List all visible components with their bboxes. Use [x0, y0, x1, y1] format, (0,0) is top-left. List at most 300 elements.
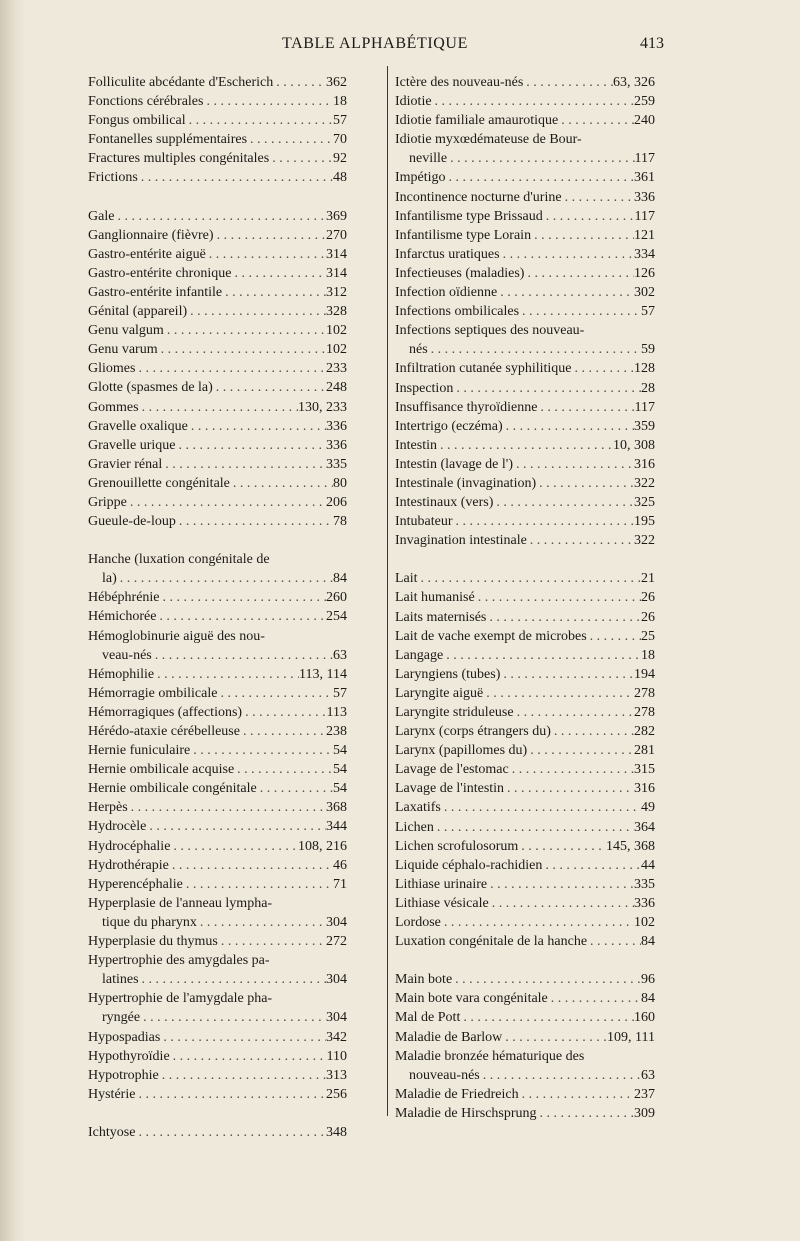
entry-term: Gravelle urique	[88, 437, 176, 453]
entry-term: Maladie de Hirschsprung	[395, 1105, 537, 1121]
dot-leader	[240, 722, 326, 741]
entry-page-numbers: 270	[326, 227, 347, 243]
entry-page-numbers: 206	[326, 494, 347, 510]
entry-page-numbers: 348	[326, 1124, 347, 1140]
entry-term: Gommes	[88, 399, 139, 415]
entry-page-numbers: 278	[634, 685, 655, 701]
index-entry	[88, 130, 347, 149]
dot-leader	[493, 493, 634, 512]
dot-leader	[527, 531, 634, 550]
index-entry	[88, 627, 347, 665]
entry-term: Intubateur	[395, 514, 453, 530]
index-entry	[395, 608, 655, 627]
index-entry	[395, 207, 655, 226]
index-entry	[88, 340, 347, 359]
entry-term: Intestin	[395, 437, 437, 453]
entry-page-numbers: 248	[326, 380, 347, 396]
entry-term: Idiotie	[395, 94, 432, 110]
entry-term: Invagination intestinale	[395, 533, 527, 549]
entry-term-first-line: Idiotie myxœdémateuse de Bour-	[395, 132, 582, 148]
dot-leader	[500, 245, 634, 264]
index-entry	[88, 550, 347, 588]
entry-term: Frictions	[88, 170, 138, 186]
entry-term: Hydrocéphalie	[88, 838, 171, 854]
entry-page-numbers: 336	[634, 895, 655, 911]
dot-leader	[190, 741, 333, 760]
entry-page-numbers: 316	[634, 456, 655, 472]
index-entry	[88, 741, 347, 760]
column-divider	[387, 66, 388, 1116]
index-entry	[88, 856, 347, 875]
entry-page-numbers: 108, 216	[298, 838, 347, 854]
entry-page-numbers: 126	[634, 265, 655, 281]
entry-page-numbers: 117	[634, 399, 655, 415]
entry-page-numbers: 368	[326, 800, 347, 816]
index-entry	[88, 398, 347, 417]
entry-page-numbers: 364	[634, 819, 655, 835]
entry-term: Laryngite striduleuse	[395, 705, 514, 720]
dot-leader	[164, 321, 326, 340]
running-header	[0, 35, 800, 57]
entry-term: Genu valgum	[88, 323, 164, 339]
entry-term: Infection oïdienne	[395, 285, 498, 301]
index-entry	[88, 1085, 347, 1104]
index-entry	[395, 932, 655, 951]
entry-term: Luxation congénitale de la hanche	[395, 934, 588, 950]
entry-page-numbers: 63	[641, 1067, 655, 1083]
entry-page-numbers: 70	[333, 132, 347, 148]
entry-page-numbers: 322	[634, 533, 655, 549]
dot-leader	[558, 111, 634, 130]
entry-term: Hémophilie	[88, 666, 155, 682]
entry-term: Glotte (spasmes de la)	[88, 380, 213, 396]
entry-term: nés	[409, 342, 428, 358]
index-entry	[88, 321, 347, 340]
entry-page-numbers: 80	[333, 475, 347, 491]
entry-term: Larynx (corps étrangers du)	[395, 724, 551, 740]
dot-leader	[527, 741, 634, 760]
entry-term: Hyperplasie du thymus	[88, 934, 218, 950]
dot-leader	[273, 73, 326, 92]
entry-term: Hyperencéphalie	[88, 876, 183, 892]
entry-term-first-line: Hypertrophie de l'amygdale pha-	[88, 991, 273, 1007]
entry-page-numbers: 259	[634, 94, 655, 110]
index-entry	[395, 531, 655, 550]
dot-leader	[537, 1104, 634, 1123]
dot-leader	[231, 264, 326, 283]
entry-term: Liquide céphalo-rachidien	[395, 857, 543, 873]
entry-page-numbers: 78	[333, 514, 347, 530]
dot-leader	[218, 932, 326, 951]
dot-leader	[489, 894, 634, 913]
entry-page-numbers: 10, 308	[613, 437, 655, 453]
dot-leader	[460, 1008, 634, 1027]
entry-page-numbers: 334	[634, 246, 655, 262]
entry-page-numbers: 304	[326, 914, 347, 930]
entry-term: Hémichorée	[88, 609, 157, 625]
entry-page-numbers: 63, 326	[613, 75, 655, 90]
dot-leader	[480, 1066, 641, 1085]
entry-page-numbers: 121	[634, 227, 655, 243]
entry-page-numbers: 46	[333, 857, 347, 873]
entry-page-numbers: 281	[634, 743, 655, 759]
entry-term: nouveau-nés	[409, 1067, 480, 1083]
index-entry	[88, 493, 347, 512]
entry-term: Gravier rénal	[88, 456, 163, 472]
entry-page-numbers: 71	[333, 876, 347, 892]
entry-page-numbers: 128	[634, 361, 655, 377]
entry-term: Hérédo-ataxie cérébelleuse	[88, 724, 240, 739]
entry-page-numbers: 316	[634, 781, 655, 797]
entry-page-numbers: 84	[641, 934, 655, 950]
dot-leader	[523, 73, 613, 92]
entry-term: Main bote	[395, 972, 453, 988]
index-entry	[395, 1008, 655, 1027]
index-entry	[88, 875, 347, 894]
index-entry	[395, 1085, 655, 1104]
entry-term: Gale	[88, 208, 115, 224]
entry-page-numbers: 102	[634, 915, 655, 931]
dot-leader	[187, 302, 326, 321]
section-gap	[395, 951, 655, 970]
entry-page-numbers: 54	[333, 743, 347, 759]
index-entry	[395, 92, 655, 111]
dot-leader	[536, 474, 634, 493]
section-gap	[88, 1104, 347, 1123]
entry-page-numbers: 314	[326, 246, 347, 262]
section-gap	[88, 531, 347, 550]
entry-page-numbers: 233	[326, 361, 347, 377]
entry-page-numbers: 194	[634, 666, 655, 682]
dot-leader	[175, 436, 326, 455]
entry-page-numbers: 130, 233	[298, 399, 347, 415]
index-entry	[88, 512, 347, 531]
entry-page-numbers: 21	[641, 571, 655, 587]
entry-page-numbers: 160	[634, 1010, 655, 1026]
entry-term: Gravelle oxalique	[88, 418, 188, 434]
entry-term: Hypospadias	[88, 1029, 161, 1045]
entry-term: Intestinaux (vers)	[395, 495, 494, 511]
dot-leader	[509, 760, 634, 779]
index-entry	[395, 455, 655, 474]
dot-leader	[446, 168, 634, 187]
entry-page-numbers: 336	[326, 437, 347, 453]
index-entry	[88, 1066, 347, 1085]
entry-term: Hémorragiques (affections)	[88, 704, 243, 720]
section-gap	[395, 550, 655, 569]
dot-leader	[428, 340, 641, 359]
entry-page-numbers: 117	[634, 151, 655, 167]
index-entry	[88, 73, 347, 92]
entry-term: Infarctus uratiques	[395, 246, 500, 262]
entry-term: veau-nés	[102, 647, 152, 663]
dot-leader	[222, 283, 326, 302]
index-entry	[395, 359, 655, 378]
entry-term: Lithiase urinaire	[395, 876, 488, 892]
entry-page-numbers: 362	[326, 75, 347, 90]
index-entry	[88, 684, 347, 703]
index-column-left	[88, 73, 347, 1142]
entry-term: Laryngite aiguë	[395, 685, 484, 701]
index-entry	[395, 989, 655, 1008]
index-entry	[88, 798, 347, 817]
dot-leader	[502, 1028, 607, 1047]
entry-page-numbers: 256	[326, 1086, 347, 1102]
entry-page-numbers: 54	[333, 781, 347, 797]
dot-leader	[138, 168, 333, 187]
entry-term: Inspection	[395, 380, 454, 396]
entry-page-numbers: 48	[333, 170, 347, 186]
index-entry	[88, 837, 347, 856]
entry-term: Hernie ombilicale acquise	[88, 762, 235, 778]
index-entry	[395, 264, 655, 283]
entry-term: latines	[102, 972, 139, 988]
dot-leader	[504, 779, 634, 798]
entry-term: Fonctions cérébrales	[88, 94, 204, 110]
entry-term: Hydrocèle	[88, 819, 147, 835]
index-entry	[88, 665, 347, 684]
index-entry	[88, 149, 347, 168]
entry-page-numbers: 315	[634, 762, 655, 778]
index-entry	[88, 474, 347, 493]
index-entry	[395, 321, 655, 359]
index-entry	[395, 569, 655, 588]
entry-page-numbers: 18	[641, 647, 655, 663]
dot-leader	[135, 1085, 326, 1104]
index-entry	[88, 455, 347, 474]
index-entry	[395, 1028, 655, 1047]
index-entry	[395, 245, 655, 264]
entry-page-numbers: 54	[333, 762, 347, 778]
index-entry	[395, 398, 655, 417]
index-entry	[88, 951, 347, 989]
dot-leader	[127, 493, 326, 512]
entry-page-numbers: 57	[641, 304, 655, 320]
entry-page-numbers: 240	[634, 113, 655, 129]
index-entry	[88, 436, 347, 455]
dot-leader	[443, 646, 641, 665]
dot-leader	[487, 875, 634, 894]
entry-page-numbers: 335	[326, 456, 347, 472]
entry-term: Lithiase vésicale	[395, 895, 489, 911]
index-entry	[395, 856, 655, 875]
entry-term: Langage	[395, 647, 444, 663]
entry-page-numbers: 359	[634, 418, 655, 434]
dot-leader	[183, 875, 333, 894]
dot-leader	[475, 588, 641, 607]
entry-term: Fongus ombilical	[88, 113, 186, 129]
dot-leader	[114, 207, 326, 226]
entry-term: Intertrigo (eczéma)	[395, 418, 503, 434]
index-entry	[395, 493, 655, 512]
entry-page-numbers: 313	[326, 1067, 347, 1083]
index-entry	[88, 607, 347, 626]
index-entry	[88, 283, 347, 302]
entry-page-numbers: 84	[641, 991, 655, 1007]
entry-term: Lait de vache exempt de microbes	[395, 628, 587, 644]
entry-term: Hémorragie ombilicale	[88, 685, 218, 701]
entry-term: Fontanelles supplémentaires	[88, 132, 248, 148]
entry-page-numbers: 322	[634, 475, 655, 491]
dot-leader	[562, 188, 634, 207]
dot-leader	[572, 359, 634, 378]
dot-leader	[170, 837, 298, 856]
dot-leader	[154, 665, 299, 684]
index-entry	[88, 302, 347, 321]
dot-leader	[242, 703, 326, 722]
entry-page-numbers: 335	[634, 876, 655, 892]
dot-leader	[117, 569, 333, 588]
entry-page-numbers: 110	[326, 1048, 347, 1064]
index-entry	[88, 894, 347, 932]
entry-term: Grippe	[88, 494, 127, 510]
entry-page-numbers: 113	[326, 704, 347, 720]
entry-term: Infiltration cutanée syphilitique	[395, 361, 572, 377]
dot-leader	[188, 417, 326, 436]
dot-leader	[548, 989, 641, 1008]
index-entry	[88, 1047, 347, 1066]
index-entry	[395, 1047, 655, 1085]
entry-term: Maladie de Friedreich	[395, 1086, 519, 1102]
entry-page-numbers: 361	[634, 170, 655, 186]
entry-term: Gueule-de-loup	[88, 514, 176, 530]
index-entry	[395, 646, 655, 665]
entry-page-numbers: 312	[326, 284, 347, 300]
entry-term: Idiotie familiale amaurotique	[395, 113, 559, 129]
entry-page-numbers: 117	[634, 208, 655, 224]
index-entry	[395, 818, 655, 837]
header-title: TABLE ALPHABÉTIQUE	[282, 35, 468, 52]
entry-term: Impétigo	[395, 170, 446, 186]
entry-term: Infections ombilicales	[395, 304, 520, 320]
dot-leader	[497, 283, 634, 302]
dot-leader	[160, 1028, 326, 1047]
dot-leader	[483, 684, 634, 703]
entry-page-numbers: 309	[634, 1105, 655, 1121]
dot-leader	[152, 646, 333, 665]
dot-leader	[518, 837, 606, 856]
entry-page-numbers: 113, 114	[299, 666, 347, 682]
entry-term: Insuffisance thyroïdienne	[395, 399, 538, 415]
entry-page-numbers: 278	[634, 705, 655, 720]
dot-leader	[176, 512, 333, 531]
dot-leader	[170, 1047, 327, 1066]
dot-leader	[156, 607, 326, 626]
dot-leader	[213, 378, 326, 397]
dot-leader	[543, 207, 635, 226]
entry-term: Hystérie	[88, 1086, 136, 1102]
index-entry	[395, 417, 655, 436]
index-entry	[395, 703, 655, 722]
entry-term: Herpès	[88, 800, 128, 816]
index-entry	[395, 1104, 655, 1123]
index-entry	[395, 684, 655, 703]
dot-leader	[160, 588, 326, 607]
entry-term: Gastro-entérite chronique	[88, 265, 232, 281]
entry-page-numbers: 302	[634, 285, 655, 301]
index-entry	[395, 894, 655, 913]
entry-term: Laits maternisés	[395, 609, 487, 625]
entry-term: Larynx (papillomes du)	[395, 743, 528, 759]
entry-term: Hydrothérapie	[88, 857, 169, 873]
index-entry	[395, 741, 655, 760]
entry-term-first-line: Hanche (luxation congénitale de	[88, 552, 270, 568]
dot-leader	[135, 1123, 326, 1142]
index-entry	[395, 588, 655, 607]
dot-leader	[447, 149, 634, 168]
index-entry	[395, 283, 655, 302]
index-entry	[395, 970, 655, 989]
entry-term-first-line: Infections septiques des nouveau-	[395, 323, 585, 339]
entry-term: Lavage de l'intestin	[395, 781, 505, 797]
entry-page-numbers: 260	[326, 590, 347, 606]
entry-term: Ictère des nouveau-nés	[395, 75, 524, 90]
dot-leader	[514, 703, 634, 722]
index-entry	[88, 245, 347, 264]
dot-leader	[453, 512, 634, 531]
entry-term: Intestinale (invagination)	[395, 475, 537, 491]
dot-leader	[453, 379, 641, 398]
entry-term: Infantilisme type Lorain	[395, 227, 532, 243]
entry-page-numbers: 304	[326, 972, 347, 988]
index-entry	[395, 111, 655, 130]
dot-leader	[128, 798, 326, 817]
dot-leader	[247, 130, 333, 149]
index-entry	[395, 226, 655, 245]
entry-page-numbers: 25	[641, 628, 655, 644]
index-entry	[88, 703, 347, 722]
entry-page-numbers: 328	[326, 304, 347, 320]
index-column-right	[395, 73, 655, 1123]
entry-term: Gastro-entérite aiguë	[88, 246, 206, 262]
dot-leader	[542, 856, 641, 875]
dot-leader	[140, 1008, 326, 1027]
entry-page-numbers: 59	[641, 342, 655, 358]
entry-term: Lait	[395, 571, 418, 587]
entry-page-numbers: 304	[326, 1010, 347, 1026]
dot-leader	[139, 398, 298, 417]
entry-term: Hypotrophie	[88, 1067, 159, 1083]
entry-term: Hernie ombilicale congénitale	[88, 781, 257, 797]
entry-term-first-line: Hypertrophie des amygdales pa-	[88, 953, 270, 969]
entry-page-numbers: 96	[641, 972, 655, 988]
entry-term: Intestin (lavage de l')	[395, 456, 513, 472]
dot-leader	[500, 665, 634, 684]
entry-page-numbers: 26	[641, 609, 655, 625]
entry-page-numbers: 344	[326, 819, 347, 835]
entry-term: Ichtyose	[88, 1124, 136, 1140]
index-entry	[88, 760, 347, 779]
entry-term: Hébéphrénie	[88, 590, 160, 606]
entry-page-numbers: 237	[634, 1086, 655, 1102]
entry-term-first-line: Maladie bronzée hématurique des	[395, 1048, 585, 1064]
entry-term: Genu varum	[88, 342, 158, 358]
dot-leader	[452, 970, 641, 989]
dot-leader	[587, 627, 641, 646]
entry-term: Infantilisme type Brissaud	[395, 208, 543, 224]
entry-term: Hernie funiculaire	[88, 743, 191, 759]
entry-page-numbers: 195	[634, 514, 655, 530]
index-entry	[395, 627, 655, 646]
dot-leader	[519, 1085, 634, 1104]
index-entry	[395, 665, 655, 684]
entry-page-numbers: 102	[326, 323, 347, 339]
entry-term: Génital (appareil)	[88, 304, 188, 320]
index-entry	[395, 188, 655, 207]
entry-page-numbers: 145, 368	[606, 838, 655, 854]
index-entry	[395, 913, 655, 932]
index-entry	[88, 817, 347, 836]
